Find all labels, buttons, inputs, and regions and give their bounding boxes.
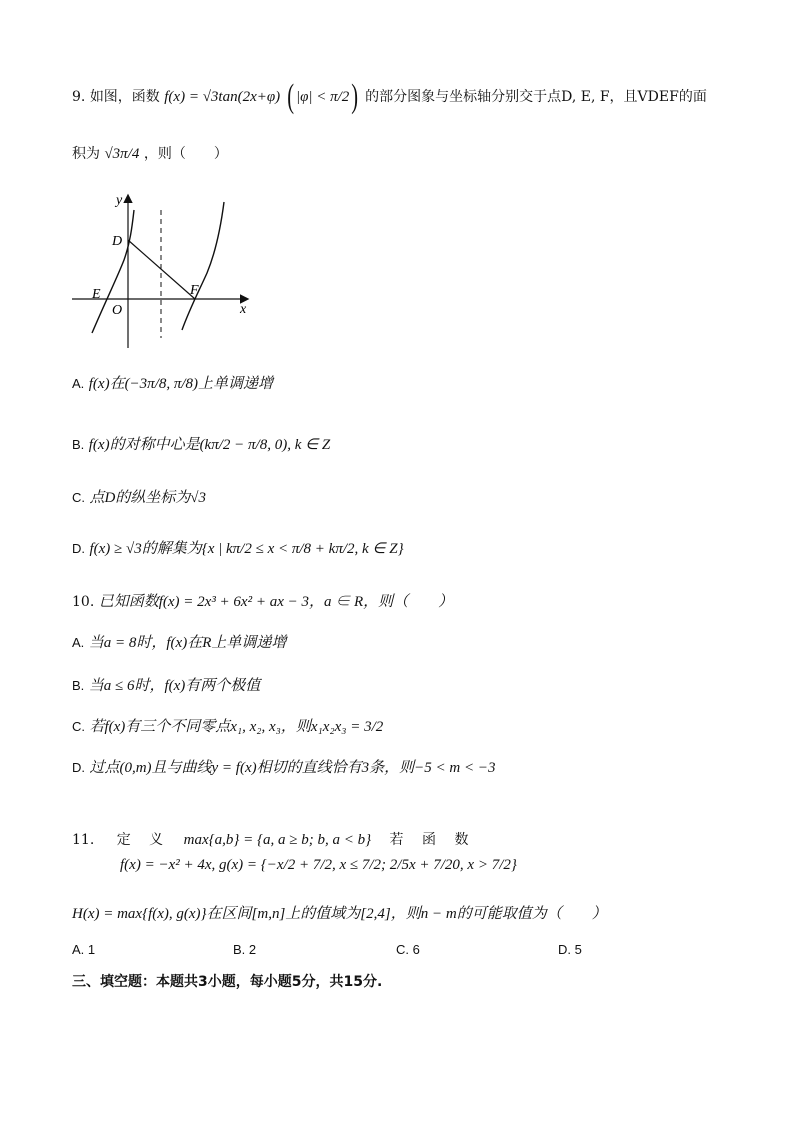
q11-option-c [396,940,420,960]
q11-max-def: max{a,b} = {a, a ≥ b; b, a < b} [183,832,372,848]
q9-option-c-label: C. [72,490,85,505]
q9-func: f(x) = √3tan(2x+φ) [164,89,281,105]
label-x: x [240,302,247,317]
q11-option-d-label: D. [558,942,571,957]
q11-option-b-label: B. [233,942,246,957]
q11-word-4: 函 [422,832,436,848]
q11-word-2: 义 [149,832,164,848]
q11-option-a-text: 1 [87,942,96,957]
q11-option-c-text: 6 [412,942,420,957]
q9-line2-lead: 积为 [72,146,100,162]
q10-stem-text: 已知函数f(x) = 2x³ + 6x² + ax − 3，a ∈ R，则（ ） [98,594,454,610]
label-E: E [92,287,101,302]
q11-line2: H(x) = max{f(x), g(x)}在区间[m,n]上的值域为[2,4]，则n − m的可能取值为（ ） [72,906,607,922]
q10-option-c-label: C. [72,719,85,734]
q11-option-d [558,940,582,960]
q9-option-a [72,374,273,394]
q9-option-c-text: 点D的纵坐标为√3 [89,490,207,506]
q9-stem-line2 [72,144,228,164]
q9-option-b-text: f(x)的对称中心是(kπ/2 − π/8, 0), k ∈ Z [88,437,331,453]
q9-graph [62,188,262,358]
q9-option-b [72,435,330,455]
q9-area: √3π/4 [104,146,140,162]
q10-option-a-text: 当a = 8时，f(x)在R上单调递增 [88,635,287,651]
q11-option-a-label: A. [72,942,85,957]
q10-option-c-text: 若f(x)有三个不同零点x₁, x₂, x₃，则x₁x₂x₃ = 3/2 [89,719,384,735]
q9-number: 9. [72,89,86,105]
q10-option-d [72,758,495,778]
q9-option-d [72,539,404,559]
q11-word-5: 数 [454,832,469,848]
q11-stem-line1 [72,830,468,850]
q10-option-d-text: 过点(0,m)且与曲线y = f(x)相切的直线恰有3条，则−5 < m < −3 [89,760,496,776]
q11-option-c-label: C. [396,942,409,957]
q11-fdef-line [120,855,730,875]
label-y: y [116,193,123,208]
q11-word-3: 若 [389,832,404,848]
q9-tail: 的部分图象与坐标轴分别交于点D, E, F，且VDEF的面 [365,89,707,105]
q9-option-a-text: f(x)在(−3π/8, π/8)上单调递增 [88,376,274,392]
q11-option-a [72,940,95,960]
label-F: F [190,283,199,298]
q9-line2-tail: ，则（ ） [143,146,228,162]
q10-stem [72,592,453,612]
q9-lead: 如图，函数 [89,89,160,105]
q10-option-b [72,676,260,696]
q9-option-c [72,488,206,508]
q11-option-b-text: 2 [248,942,257,957]
q11-word-1: 定 [116,832,131,848]
curve-right [182,202,224,330]
q10-option-c [72,717,383,737]
q10-option-a [72,633,286,653]
q9-option-b-label: B. [72,437,85,452]
q10-number: 10. [72,594,95,610]
q10-option-a-label: A. [72,635,85,650]
q9-cond: |φ| < π/2 [295,89,350,105]
q9-option-d-label: D. [72,541,85,556]
q11-fdef: f(x) = −x² + 4x, g(x) = {−x/2 + 7/2, x ≤ 7/2; 2/5x + 7/20, x > 7/2} [120,857,517,873]
q11-number: 11. [72,832,95,848]
section-3-title: 三、填空题：本题共3小题，每小题5分，共15分. [72,974,383,990]
q10-option-d-label: D. [72,760,85,775]
q10-option-b-label: B. [72,678,85,693]
label-O: O [112,303,123,318]
q10-option-b-text: 当a ≤ 6时，f(x)有两个极值 [88,678,261,694]
q11-stem-line2 [72,904,607,924]
q11-option-d-text: 5 [574,942,582,957]
q9-option-a-label: A. [72,376,85,391]
q9-stem-line1: 9. 如图，函数 f(x) = √3tan(2x+φ) ( |φ| < π/2) 的部分图象与坐标轴分别交于点D, E, F，且VDEF的面 [72,78,707,115]
label-D: D [112,234,123,249]
q9-option-d-text: f(x) ≥ √3的解集为{x | kπ/2 ≤ x < π/8 + kπ/2, k ∈ Z} [89,541,404,557]
q11-option-b [233,940,256,960]
